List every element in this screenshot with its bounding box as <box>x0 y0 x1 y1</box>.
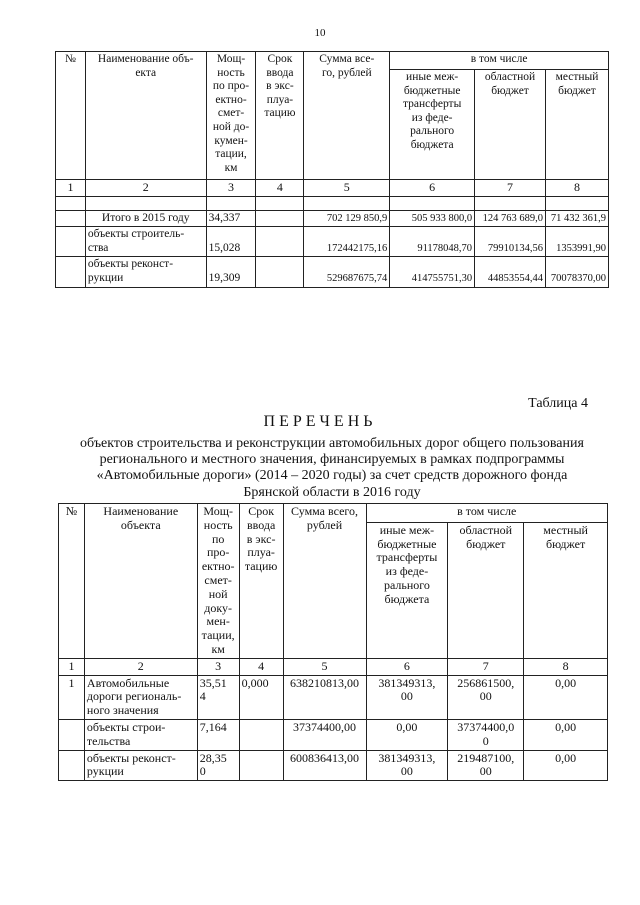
page-number: 10 <box>314 27 326 39</box>
header-no: № <box>59 504 85 659</box>
table-label: Таблица 4 <box>528 396 588 411</box>
cell-regional: 219487100, 00 <box>448 750 524 781</box>
header-transfers: иные меж- бюджетные трансферты из феде- рального бюджета <box>390 70 475 180</box>
cell-no <box>56 227 86 257</box>
header-local: местный бюджет <box>545 70 608 180</box>
cell-term <box>256 257 304 287</box>
header-local: местный бюджет <box>524 522 608 658</box>
cell-name: объекты реконст- рукции <box>85 257 206 287</box>
colnum: 5 <box>283 658 366 675</box>
column-number-row <box>59 658 608 675</box>
cell-no <box>56 257 86 287</box>
cell-sum: 172442175,16 <box>304 227 390 257</box>
cell-no: 1 <box>59 675 85 719</box>
header-regional: областной бюджет <box>475 70 546 180</box>
table-row <box>59 750 608 781</box>
colnum: 7 <box>448 658 524 675</box>
table-row <box>59 675 608 719</box>
table-2016 <box>58 503 608 781</box>
cell-transfers: 414755751,30 <box>390 257 475 287</box>
colnum: 6 <box>390 180 475 197</box>
cell-transfers: 381349313, 00 <box>366 750 448 781</box>
colnum: 8 <box>524 658 608 675</box>
colnum: 2 <box>84 658 197 675</box>
table-row <box>56 227 609 257</box>
cell-name: Автомобильные дороги региональ- ного значения <box>84 675 197 719</box>
cell-capacity: 19,309 <box>206 257 256 287</box>
colnum: 3 <box>197 658 239 675</box>
table-header-row <box>59 504 608 523</box>
table-row <box>59 719 608 750</box>
cell-local: 0,00 <box>524 675 608 719</box>
cell-transfers: 505 933 800,0 <box>390 210 475 227</box>
colnum: 4 <box>256 180 304 197</box>
document-subheading: объектов строительства и реконструкции автомобильных дорог общего пользования регионального и местного значения, финансируемых в рамках подпрограммы «Автомобильные дороги» (2014 – 2020 годы) за счет средств дорожного фонда Брянской области в 2016 году <box>80 436 584 500</box>
header-name: Наименование объекта <box>84 504 197 659</box>
cell-term: 0,000 <box>239 675 283 719</box>
cell-name: объекты строитель- ства <box>85 227 206 257</box>
header-transfers: иные меж- бюджетные трансферты из феде- рального бюджета <box>366 522 448 658</box>
cell-transfers: 91178048,70 <box>390 227 475 257</box>
cell-transfers: 381349313, 00 <box>366 675 448 719</box>
colnum: 6 <box>366 658 448 675</box>
column-number-row <box>56 180 609 197</box>
header-including: в том числе <box>366 504 608 523</box>
colnum: 5 <box>304 180 390 197</box>
cell-regional: 256861500, 00 <box>448 675 524 719</box>
colnum: 3 <box>206 180 256 197</box>
cell-term <box>256 227 304 257</box>
cell-regional: 124 763 689,0 <box>475 210 546 227</box>
cell-no <box>59 750 85 781</box>
cell-sum: 37374400,00 <box>283 719 366 750</box>
header-regional: областной бюджет <box>448 522 524 658</box>
cell-capacity: 34,337 <box>206 210 256 227</box>
cell-capacity: 35,51 4 <box>197 675 239 719</box>
cell-local: 0,00 <box>524 719 608 750</box>
cell-name: объекты реконст- рукции <box>84 750 197 781</box>
cell-regional: 44853554,44 <box>475 257 546 287</box>
cell-sum: 529687675,74 <box>304 257 390 287</box>
cell-term <box>256 210 304 227</box>
header-term: Срок ввода в экс- плуа- тацию <box>256 52 304 180</box>
colnum: 2 <box>85 180 206 197</box>
header-capacity: Мощ- ность по про- ектно- смет- ной доку- мен- тации, км <box>197 504 239 659</box>
header-term: Срок ввода в экс- плуа- тацию <box>239 504 283 659</box>
cell-name: объекты строи- тельства <box>84 719 197 750</box>
cell-transfers: 0,00 <box>366 719 448 750</box>
colnum: 1 <box>56 180 86 197</box>
colnum: 4 <box>239 658 283 675</box>
table-row <box>56 257 609 287</box>
cell-local: 70078370,00 <box>545 257 608 287</box>
cell-local: 0,00 <box>524 750 608 781</box>
cell-regional: 79910134,56 <box>475 227 546 257</box>
cell-sum: 702 129 850,9 <box>304 210 390 227</box>
cell-sum: 638210813,00 <box>283 675 366 719</box>
cell-capacity: 7,164 <box>197 719 239 750</box>
header-sum: Сумма все- го, рублей <box>304 52 390 180</box>
header-name: Наименование объ- екта <box>85 52 206 180</box>
header-sum: Сумма всего, рублей <box>283 504 366 659</box>
header-including: в том числе <box>390 52 609 70</box>
colnum: 7 <box>475 180 546 197</box>
cell-term <box>239 750 283 781</box>
table-continued-2015 <box>55 51 609 288</box>
cell-name: Итого в 2015 году <box>85 210 206 227</box>
document-heading: ПЕРЕЧЕНЬ <box>263 413 377 430</box>
header-capacity: Мощ- ность по про- ектно- смет- ной до- кумен- тации, км <box>206 52 256 180</box>
colnum: 8 <box>545 180 608 197</box>
header-no: № <box>56 52 86 180</box>
cell-regional: 37374400,0 0 <box>448 719 524 750</box>
cell-capacity: 28,35 0 <box>197 750 239 781</box>
cell-no <box>56 210 86 227</box>
cell-local: 1353991,90 <box>545 227 608 257</box>
cell-capacity: 15,028 <box>206 227 256 257</box>
table-row-total <box>56 210 609 227</box>
spacer-row <box>56 196 609 210</box>
table-header-row <box>56 52 609 70</box>
cell-no <box>59 719 85 750</box>
cell-sum: 600836413,00 <box>283 750 366 781</box>
cell-local: 71 432 361,9 <box>545 210 608 227</box>
colnum: 1 <box>59 658 85 675</box>
cell-term <box>239 719 283 750</box>
